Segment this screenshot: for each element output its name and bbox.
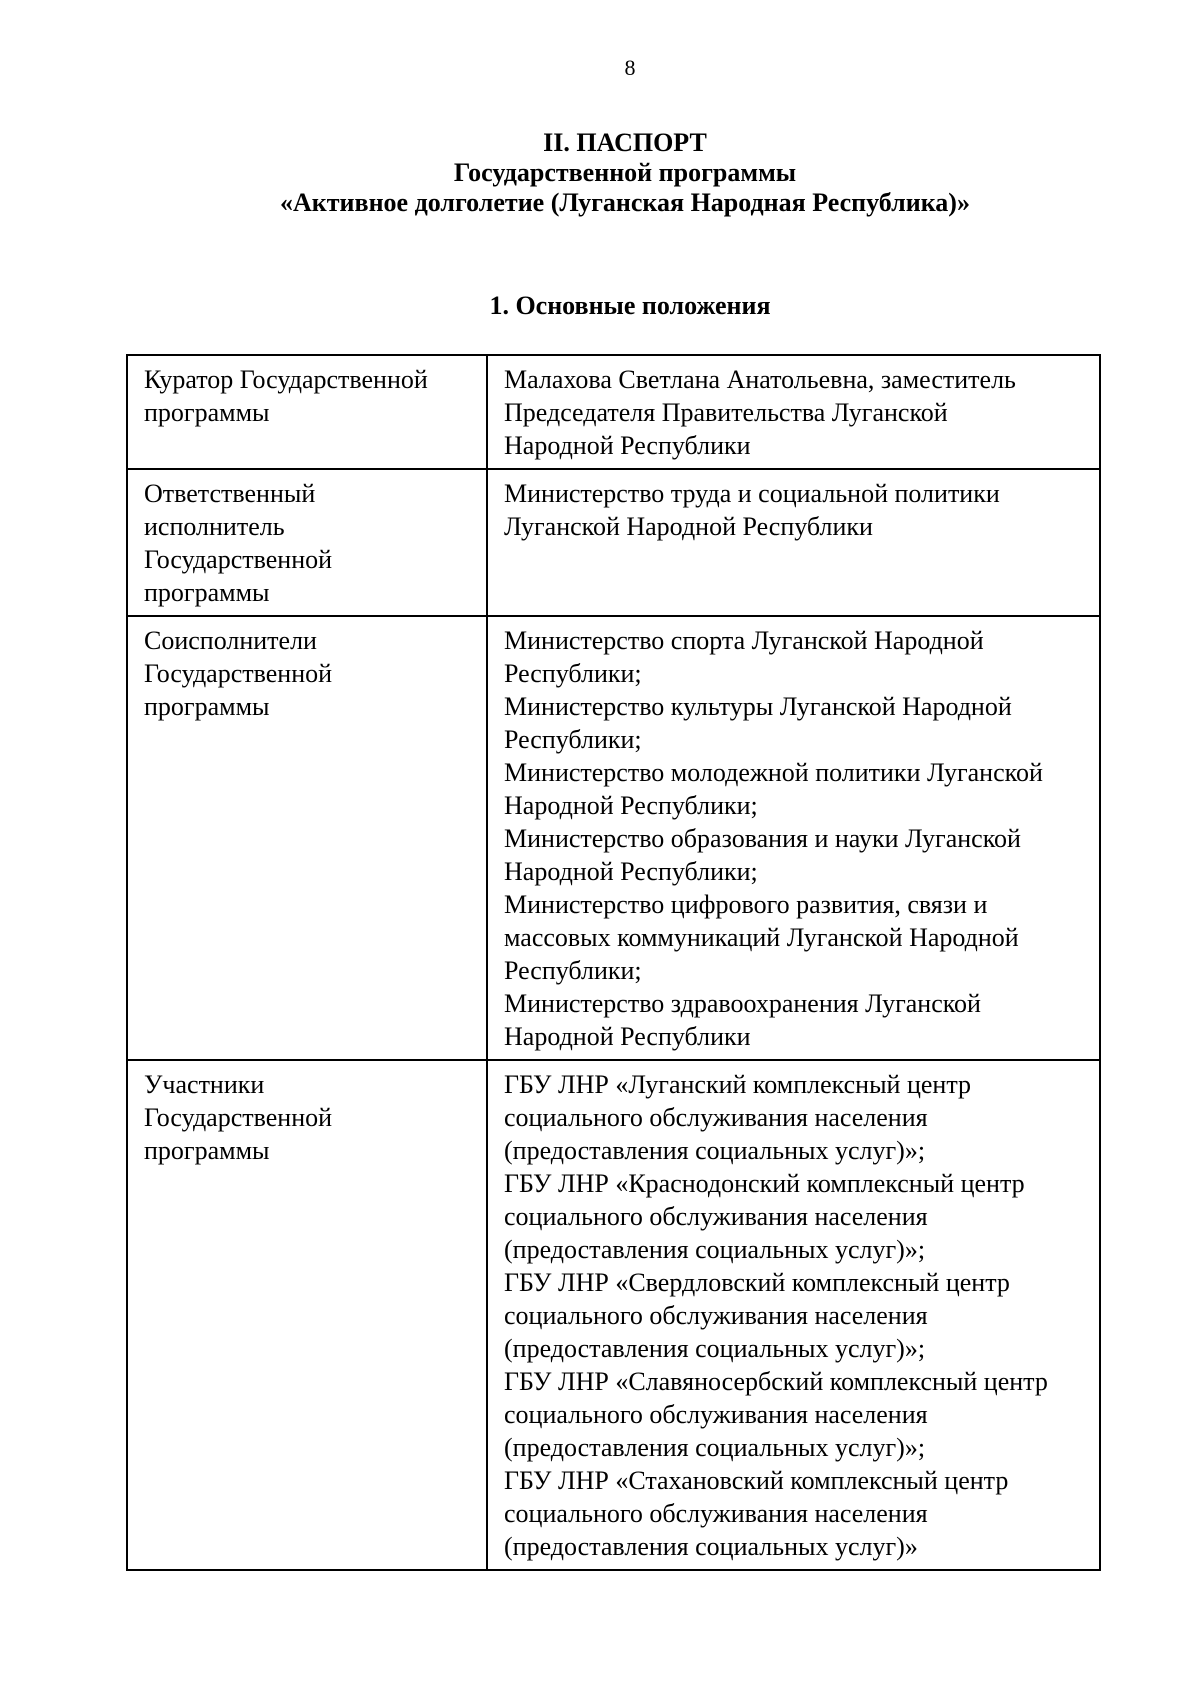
cell-line: Министерство культуры Луганской Народной	[504, 692, 1012, 721]
value-cell-curator	[487, 355, 1100, 469]
table-row	[127, 355, 1100, 469]
cell-line: (предоставления социальных услуг)»	[504, 1532, 918, 1561]
cell-line: Народной Республики;	[504, 791, 758, 820]
title-line-3: «Активное долголетие (Луганская Народная Республика)»	[280, 188, 970, 217]
cell-line: Министерство спорта Луганской Народной	[504, 626, 984, 655]
cell-line: исполнитель	[144, 512, 285, 541]
cell-line: Государственной	[144, 659, 333, 688]
cell-line: Министерство цифрового развития, связи и	[504, 890, 988, 919]
cell-line: программы	[144, 578, 270, 607]
title-line-1: II. ПАСПОРТ	[543, 128, 707, 157]
cell-line: ГБУ ЛНР «Славяносербский комплексный центр	[504, 1367, 1048, 1396]
cell-line: программы	[144, 398, 270, 427]
cell-line: Государственной	[144, 1103, 333, 1132]
cell-line: Малахова Светлана Анатольевна, заместитель	[504, 365, 1016, 394]
cell-line: (предоставления социальных услуг)»;	[504, 1235, 926, 1264]
cell-line: (предоставления социальных услуг)»;	[504, 1136, 926, 1165]
cell-line: Народной Республики;	[504, 857, 758, 886]
cell-line: Участники	[144, 1070, 265, 1099]
title-line-2: Государственной программы	[453, 158, 797, 187]
table-row	[127, 1060, 1100, 1570]
cell-line: Министерство молодежной политики Луганской	[504, 758, 1043, 787]
cell-line: Соисполнители	[144, 626, 317, 655]
cell-line: Республики;	[504, 725, 642, 754]
value-cell-responsible	[487, 469, 1100, 616]
cell-line: массовых коммуникаций Луганской Народной	[504, 923, 1019, 952]
value-cell-co-executors	[487, 616, 1100, 1060]
cell-line: социального обслуживания населения	[504, 1301, 928, 1330]
cell-line: ГБУ ЛНР «Луганский комплексный центр	[504, 1070, 971, 1099]
cell-line: социального обслуживания населения	[504, 1499, 928, 1528]
cell-line: Луганской Народной Республики	[504, 512, 873, 541]
table-row	[127, 469, 1100, 616]
cell-line: Ответственный	[144, 479, 316, 508]
cell-line: Республики;	[504, 956, 642, 985]
cell-line: Министерство здравоохранения Луганской	[504, 989, 981, 1018]
label-cell-co-executors	[127, 616, 487, 1060]
cell-line: Министерство труда и социальной политики	[504, 479, 1000, 508]
cell-line: социального обслуживания населения	[504, 1202, 928, 1231]
cell-line: Народной Республики	[504, 431, 751, 460]
cell-line: социального обслуживания населения	[504, 1400, 928, 1429]
cell-line: Республики;	[504, 659, 642, 688]
cell-line: социального обслуживания населения	[504, 1103, 928, 1132]
cell-line: ГБУ ЛНР «Свердловский комплексный центр	[504, 1268, 1010, 1297]
cell-line: (предоставления социальных услуг)»;	[504, 1334, 926, 1363]
cell-line: программы	[144, 1136, 270, 1165]
table-row	[127, 616, 1100, 1060]
label-cell-responsible	[127, 469, 487, 616]
cell-line: Государственной	[144, 545, 333, 574]
cell-line: ГБУ ЛНР «Краснодонский комплексный центр	[504, 1169, 1025, 1198]
label-cell-curator	[127, 355, 487, 469]
label-cell-participants	[127, 1060, 487, 1570]
page-number: 8	[624, 55, 636, 80]
cell-line: Министерство образования и науки Луганской	[504, 824, 1021, 853]
value-cell-participants	[487, 1060, 1100, 1570]
cell-line: (предоставления социальных услуг)»;	[504, 1433, 926, 1462]
cell-line: Председателя Правительства Луганской	[504, 398, 948, 427]
document-title	[0, 128, 1200, 218]
cell-line: программы	[144, 692, 270, 721]
cell-line: ГБУ ЛНР «Стахановский комплексный центр	[504, 1466, 1009, 1495]
passport-table	[126, 354, 1101, 1571]
cell-line: Народной Республики	[504, 1022, 751, 1051]
section-heading: 1. Основные положения	[489, 291, 771, 320]
cell-line: Куратор Государственной	[144, 365, 428, 394]
